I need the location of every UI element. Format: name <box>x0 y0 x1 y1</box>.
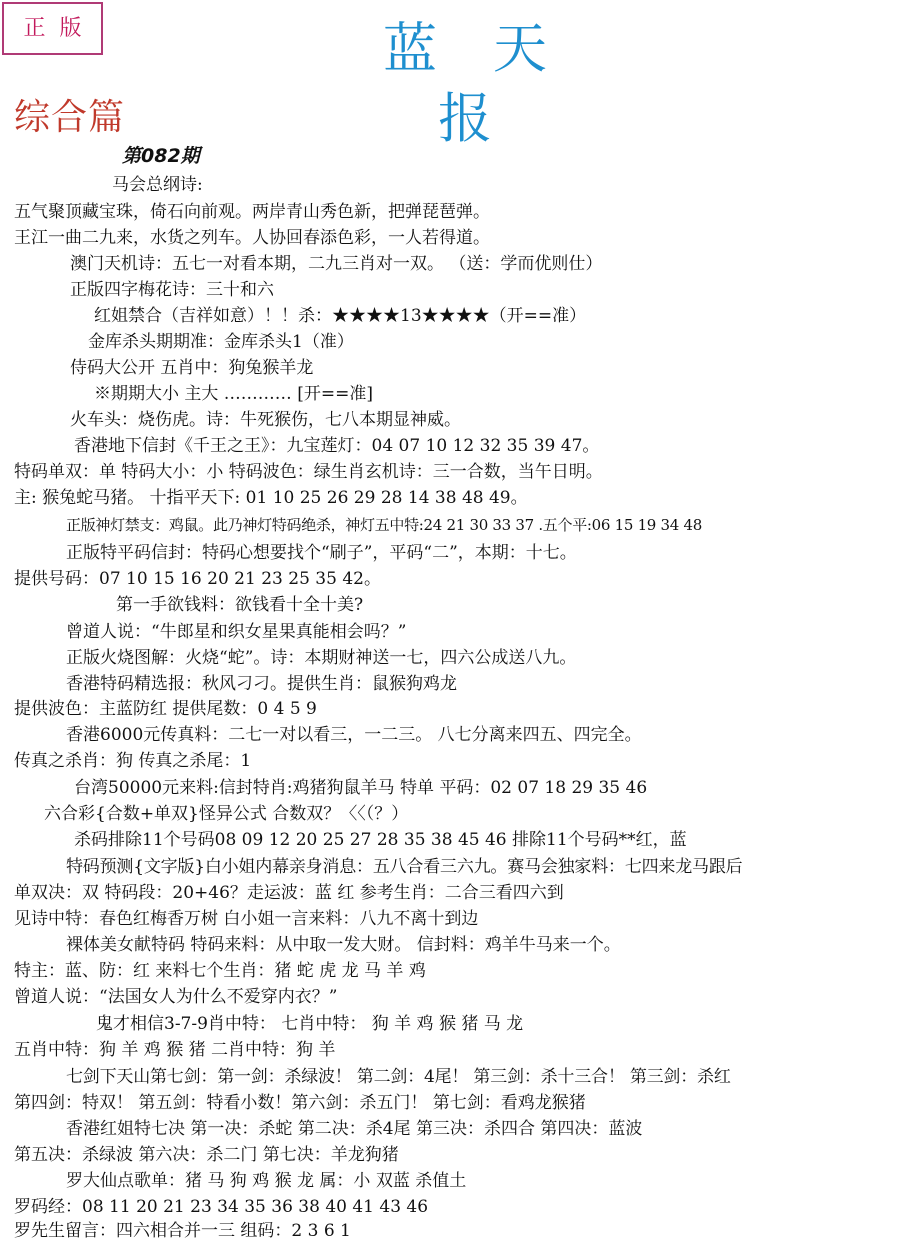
text-line: 红姐禁合（吉祥如意）！！杀：★★★★13★★★★（开==准） <box>94 306 587 326</box>
text-line: 香港红姐特七决 第一决：杀蛇 第二决：杀4尾 第三决：杀四合 第四决：蓝波 <box>66 1119 643 1139</box>
text-line: 第五决：杀绿波 第六决：杀二门 第七决：羊龙狗猪 <box>14 1145 399 1165</box>
text-line: 五气聚顶藏宝珠，倚石向前观。两岸青山秀色新，把弹琵琶弹。 <box>14 202 490 222</box>
text-line: 提供波色：主蓝防红 提供尾数：0 4 5 9 <box>14 699 317 719</box>
text-line: 澳门天机诗：五七一对看本期，二九三肖对一双。 （送：学而优则仕） <box>70 254 603 274</box>
text-line: 曾道人说：“法国女人为什么不爱穿内衣？” <box>14 987 338 1007</box>
text-line: 裸体美女献特码 特码来料：从中取一发大财。 信封料：鸡羊牛马来一个。 <box>66 935 621 955</box>
text-line: 罗大仙点歌单：猪 马 狗 鸡 猴 龙 属：小 双蓝 杀值土 <box>66 1171 467 1191</box>
text-line: 马会总纲诗: <box>112 175 203 195</box>
text-line: 特码预测{文字版}白小姐内幕亲身消息：五八合看三六九。赛马会独家料：七四来龙马跟后 <box>66 857 743 877</box>
section-heading: 综合篇 <box>14 97 126 138</box>
text-line: 侍码大公开 五肖中：狗兔猴羊龙 <box>70 358 314 378</box>
text-line: 六合彩{合数+单双}怪异公式 合数双？〈〈（？） <box>44 804 409 824</box>
text-line: ※期期大小 主大 ………… [开==准] <box>94 384 373 404</box>
text-line: 主: 猴兔蛇马猪。 十指平天下: 01 10 25 26 29 28 14 38 48 49。 <box>14 488 528 508</box>
text-line: 台湾50000元来料:信封特肖:鸡猪狗鼠羊马 特单 平码：02 07 18 29 35 46 <box>74 778 648 798</box>
text-line: 正版神灯禁支：鸡鼠。此乃神灯特码绝杀，神灯五中特:24 21 30 33 37 .五个平:06 15 19 34 48 <box>66 516 702 534</box>
text-line: 第一手欲钱料：欲钱看十全十美? <box>116 595 364 615</box>
text-line: 香港特码精选报：秋风刁刁。提供生肖：鼠猴狗鸡龙 <box>66 674 457 694</box>
text-line: 见诗中特：春色红梅香万树 白小姐一言来料：八九不离十到边 <box>14 909 479 929</box>
text-line: 特码单双：单 特码大小：小 特码波色：绿生肖玄机诗：三一合数，当午日明。 <box>14 462 603 482</box>
newspaper-title: 蓝天报 <box>383 17 603 150</box>
text-line: 单双决：双 特码段：20+46？走运波：蓝 红 参考生肖：二合三看四六到 <box>14 883 564 903</box>
text-line: 五肖中特：狗 羊 鸡 猴 猪 二肖中特：狗 羊 <box>14 1040 336 1060</box>
text-line: 第四剑：特双！ 第五剑：特看小数！第六剑：杀五门！ 第七剑：看鸡龙猴猪 <box>14 1093 586 1113</box>
text-line: 传真之杀肖：狗 传真之杀尾：1 <box>14 751 252 771</box>
text-line: 金库杀头期期准：金库杀头1（准） <box>88 332 354 352</box>
text-line: 罗先生留言：四六相合并一三 组码：2 3 6 1 <box>14 1221 351 1241</box>
issue-number: 第082期 <box>122 145 200 167</box>
text-line: 香港地下信封《千王之王》：九宝莲灯：04 07 10 12 32 35 39 47。 <box>74 436 600 456</box>
authentic-badge: 正版 <box>2 2 103 55</box>
text-line: 曾道人说：“牛郎星和织女星果真能相会吗？” <box>66 622 407 642</box>
text-line: 七剑下天山第七剑：第一剑：杀绿波！ 第二剑：4尾！ 第三剑：杀十三合！ 第三剑：杀红 <box>66 1067 731 1087</box>
text-line: 杀码排除11个号码08 09 12 20 25 27 28 35 38 45 46 排除11个号码**红，蓝 <box>74 830 687 850</box>
text-line: 火车头：烧伤虎。诗：牛死猴伤，七八本期显神威。 <box>70 410 461 430</box>
text-line: 正版特平码信封：特码心想要找个“刷子”，平码“二”，本期：十七。 <box>66 543 577 563</box>
text-line: 正版火烧图解：火烧“蛇”。诗：本期财神送一七，四六公成送八九。 <box>66 648 577 668</box>
text-line: 罗码经：08 11 20 21 23 34 35 36 38 40 41 43 46 <box>14 1197 429 1217</box>
text-line: 王江一曲二九来，水货之列车。人协回春添色彩，一人若得道。 <box>14 228 490 248</box>
text-line: 香港6000元传真料：二七一对以看三，一二三。 八七分离来四五、四完全。 <box>66 725 642 745</box>
text-line: 鬼才相信3-7-9肖中特： 七肖中特： 狗 羊 鸡 猴 猪 马 龙 <box>96 1014 524 1034</box>
text-line: 提供号码：07 10 15 16 20 21 23 25 35 42。 <box>14 569 381 589</box>
text-line: 正版四字梅花诗：三十和六 <box>70 280 274 300</box>
text-line: 特主：蓝、防：红 来料七个生肖：猪 蛇 虎 龙 马 羊 鸡 <box>14 961 426 981</box>
